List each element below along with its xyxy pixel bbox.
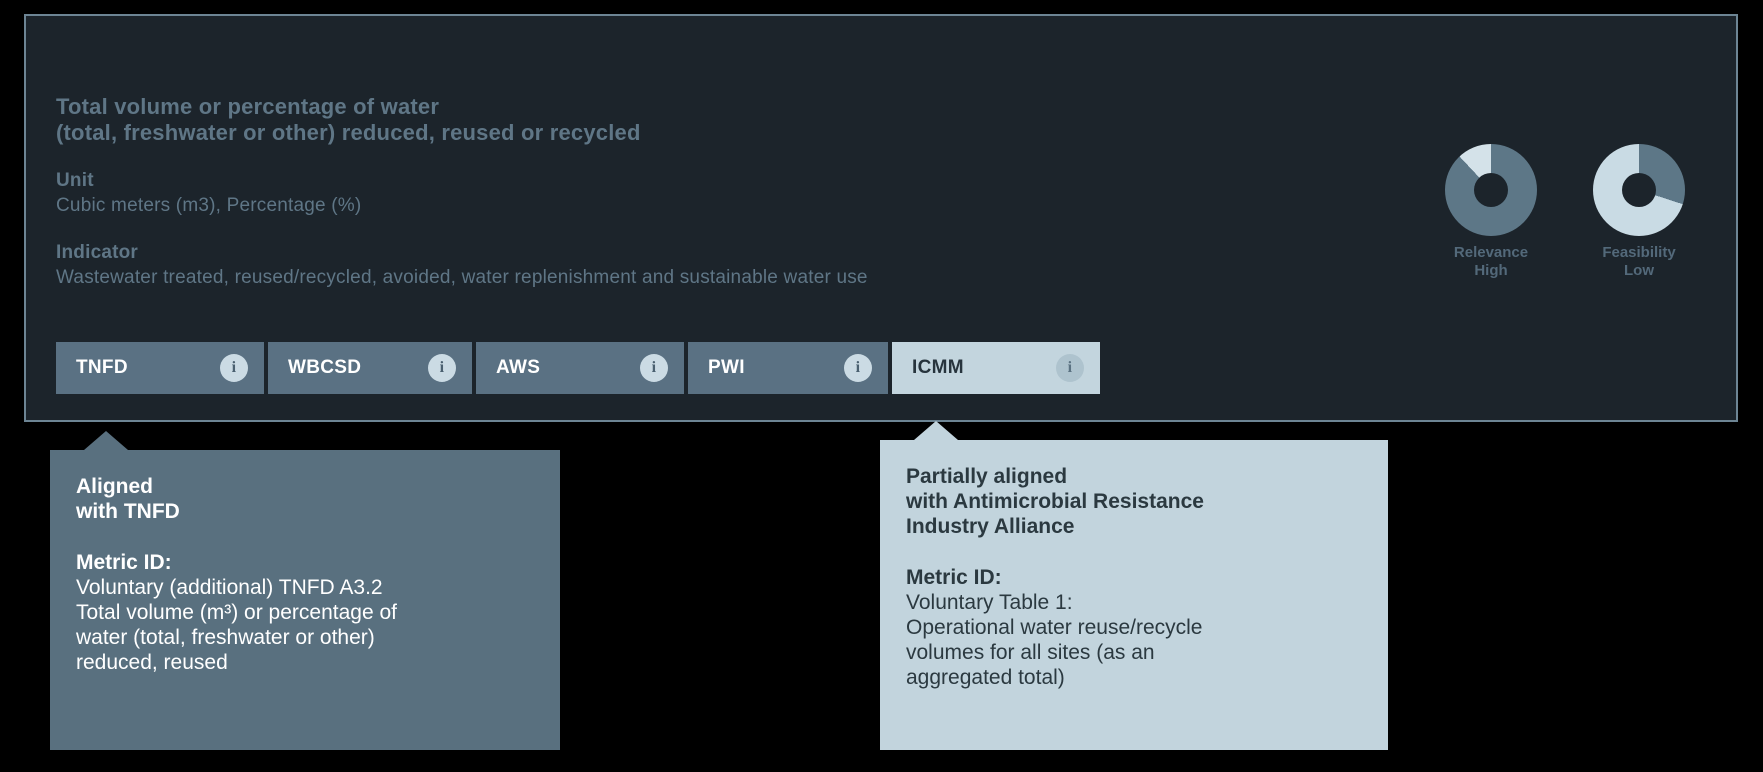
callout-aligned-tnfd	[50, 450, 560, 750]
callout-left-metric-label: Metric ID:	[76, 551, 172, 574]
callout-right-metric-line-3: volumes for all sites (as an	[906, 641, 1155, 664]
tab-wbcsd-label: WBCSD	[288, 357, 362, 378]
tab-icmm[interactable]	[892, 342, 1100, 394]
indicator-label: Indicator	[56, 242, 139, 263]
metric-header	[56, 94, 1256, 290]
info-icon[interactable]: i	[428, 354, 456, 382]
callout-pointer	[84, 431, 128, 450]
indicator-value: Wastewater treated, reused/recycled, avoided, water replenishment and sustainable water use	[56, 267, 868, 288]
tab-aws[interactable]	[476, 342, 684, 394]
feasibility-donut-icon	[1593, 144, 1685, 236]
relevance-donut-icon	[1445, 144, 1537, 236]
feasibility-caption-title: Feasibility	[1602, 244, 1676, 261]
feasibility-caption-value: Low	[1624, 262, 1654, 279]
info-icon[interactable]: i	[640, 354, 668, 382]
callout-partially-aligned-amria	[880, 440, 1388, 750]
unit-label: Unit	[56, 170, 94, 191]
relevance-gauge	[1426, 144, 1556, 280]
spacer	[56, 146, 1256, 168]
callout-right-metric-line-1: Voluntary Table 1:	[906, 591, 1073, 614]
info-icon[interactable]: i	[220, 354, 248, 382]
relevance-caption-value: High	[1474, 262, 1508, 279]
callout-left-metric-line-3: water (total, freshwater or other)	[76, 626, 375, 649]
callout-right-metric-label: Metric ID:	[906, 566, 1002, 589]
tab-pwi-label: PWI	[708, 357, 745, 378]
info-icon[interactable]: i	[844, 354, 872, 382]
tab-pwi[interactable]	[688, 342, 888, 394]
feasibility-gauge	[1574, 144, 1704, 280]
metric-title-line-2: (total, freshwater or other) reduced, reused or recycled	[56, 120, 641, 145]
framework-tabs	[56, 342, 1100, 394]
tab-wbcsd[interactable]	[268, 342, 472, 394]
tab-tnfd[interactable]	[56, 342, 264, 394]
callout-left-heading-1: Aligned	[76, 475, 153, 498]
callout-right-heading-2: with Antimicrobial Resistance	[906, 490, 1204, 513]
tab-aws-label: AWS	[496, 357, 541, 378]
info-icon[interactable]: i	[1056, 354, 1084, 382]
callout-right-metric-line-2: Operational water reuse/recycle	[906, 616, 1203, 639]
unit-value: Cubic meters (m3), Percentage (%)	[56, 195, 362, 216]
callout-right-heading-3: Industry Alliance	[906, 515, 1075, 538]
callout-left-metric-line-2: Total volume (m³) or percentage of	[76, 601, 397, 624]
callout-left-heading-2: with TNFD	[76, 500, 180, 523]
callout-right-metric-line-4: aggregated total)	[906, 666, 1065, 689]
callout-pointer	[914, 421, 958, 440]
tab-icmm-label: ICMM	[912, 357, 964, 378]
metric-title-line-1: Total volume or percentage of water	[56, 94, 440, 119]
callout-left-metric-line-1: Voluntary (additional) TNFD A3.2	[76, 576, 383, 599]
spacer	[56, 218, 1256, 240]
callout-right-heading-1: Partially aligned	[906, 465, 1068, 488]
tab-tnfd-label: TNFD	[76, 357, 128, 378]
callout-left-metric-line-4: reduced, reused	[76, 651, 228, 674]
metric-card	[24, 14, 1738, 422]
relevance-caption-title: Relevance	[1453, 244, 1529, 261]
